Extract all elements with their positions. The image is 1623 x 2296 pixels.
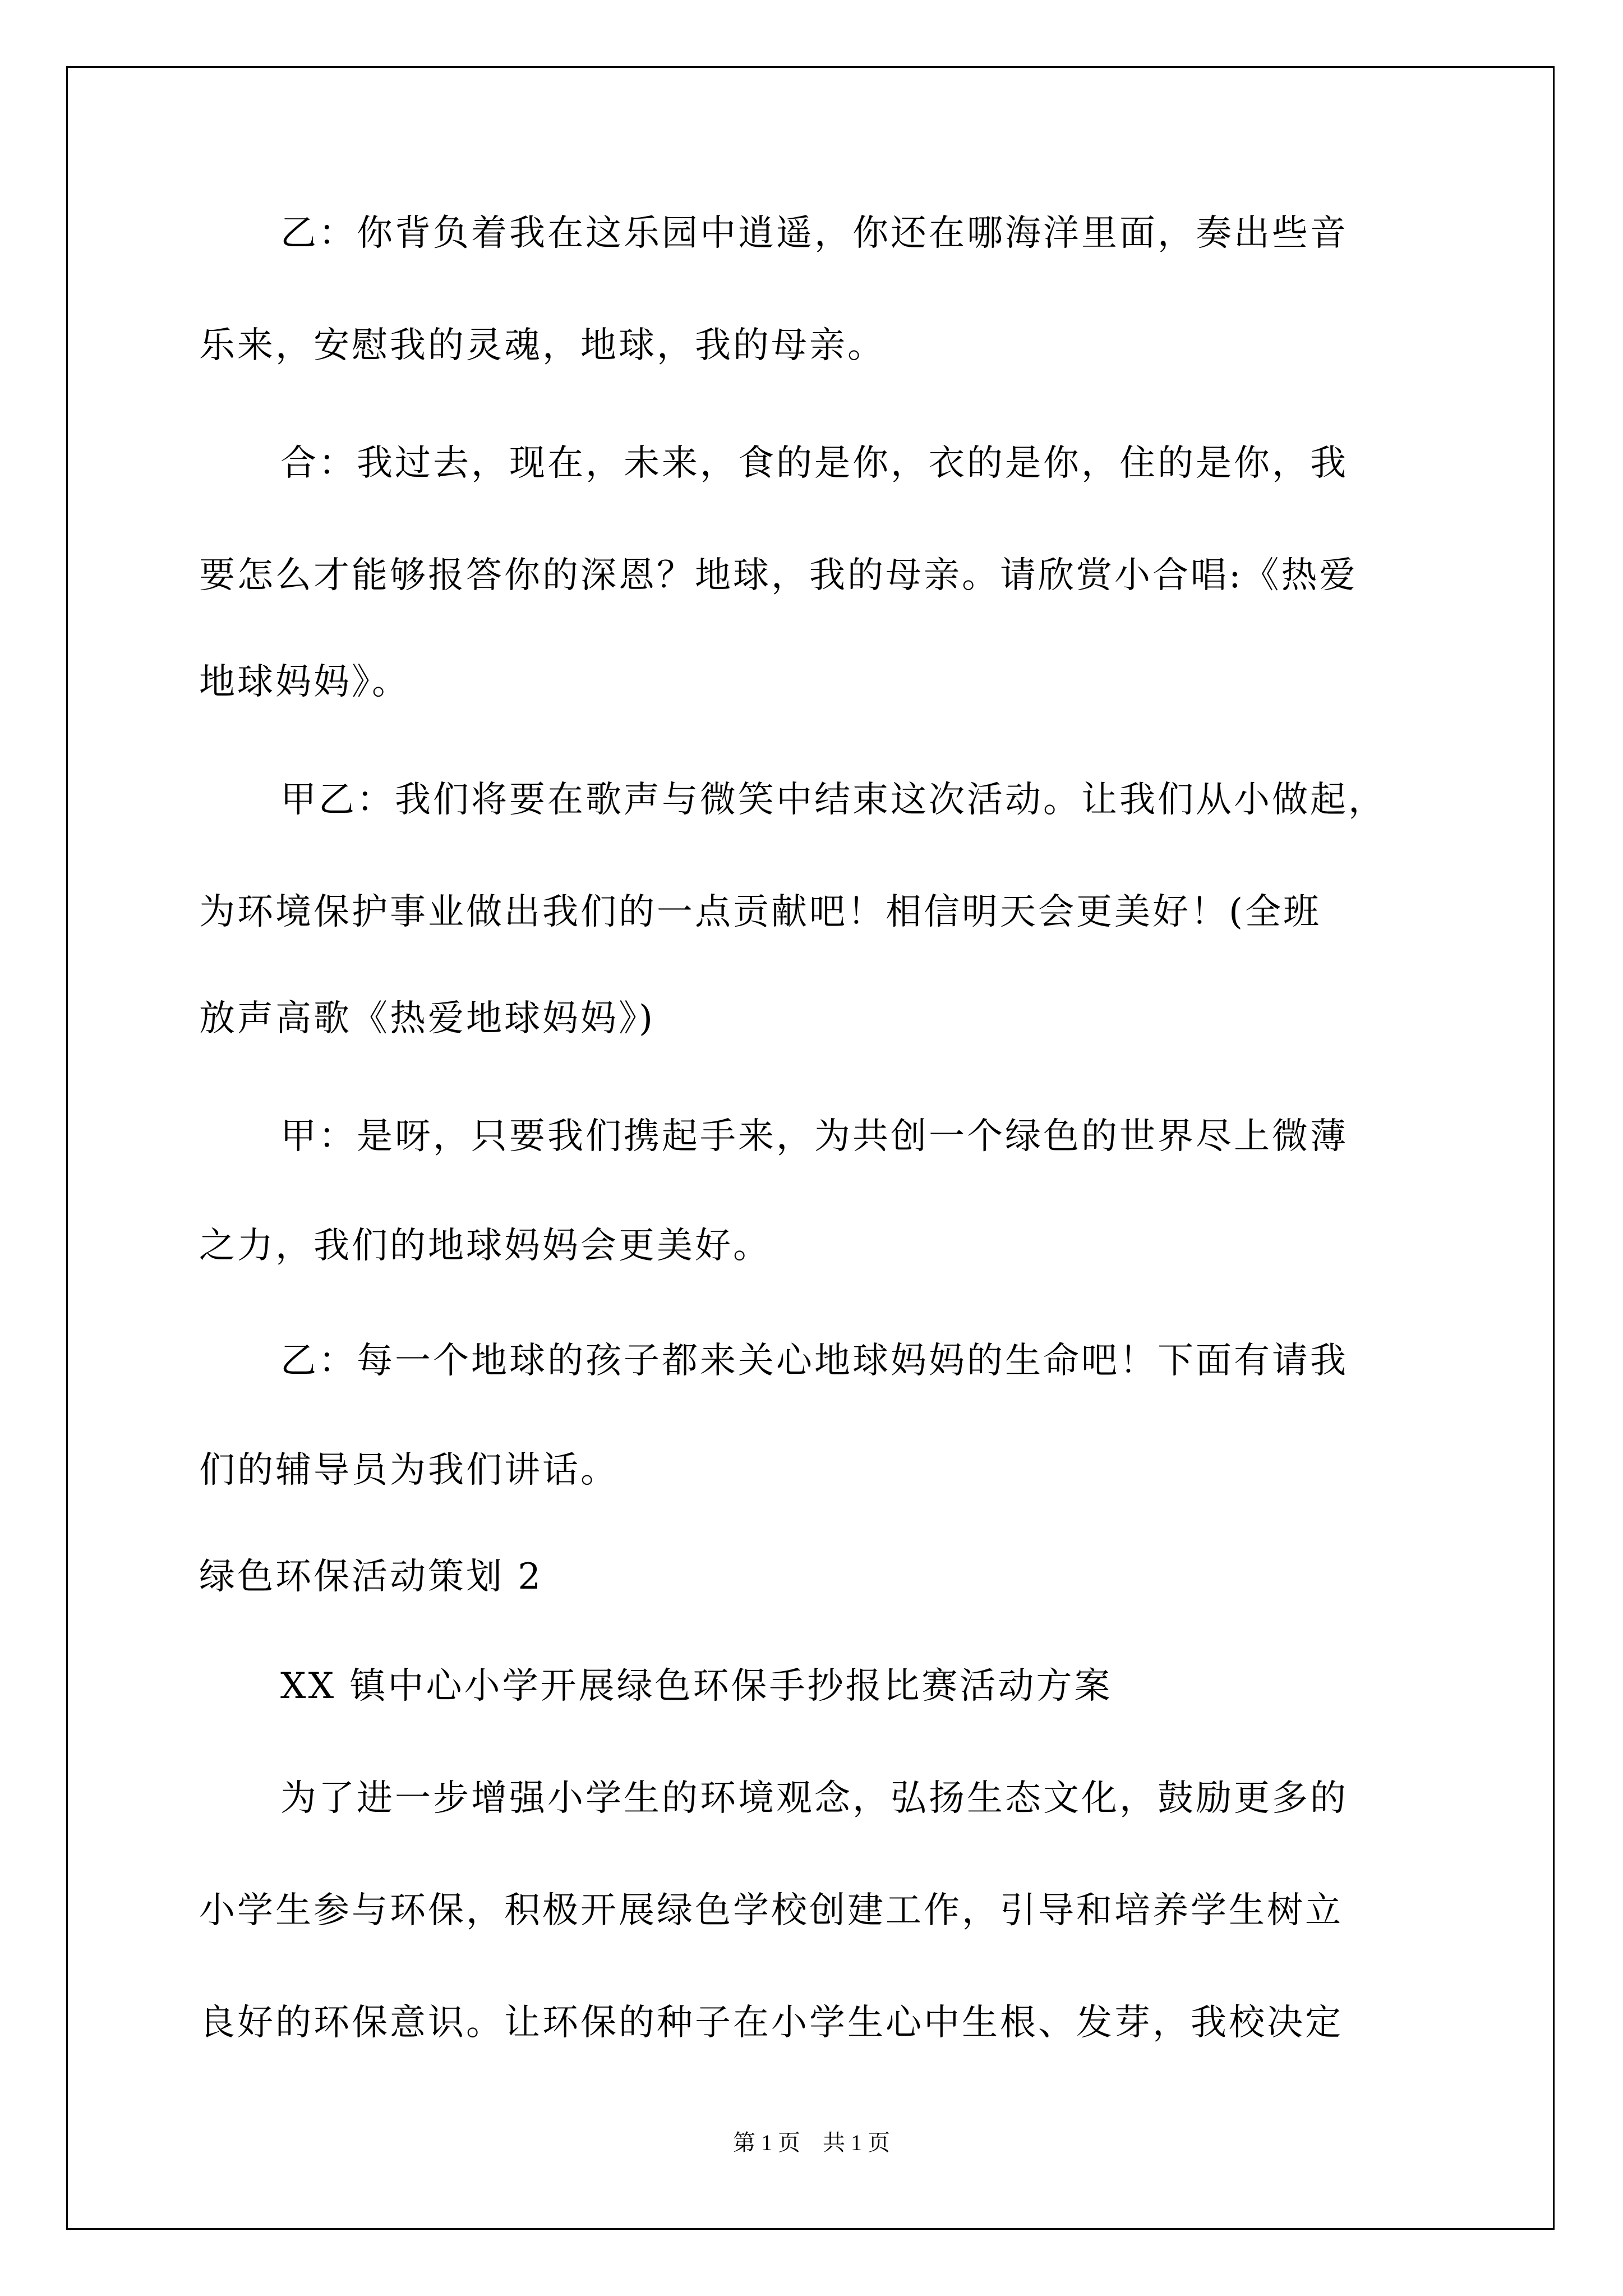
paragraph-line: 们的辅导员为我们讲话。 bbox=[199, 1450, 619, 1491]
paragraph-line: 放声高歌《热爱地球妈妈》) bbox=[199, 998, 655, 1039]
paragraph-line: 甲乙：我们将要在歌声与微笑中结束这次活动。让我们从小做起， bbox=[280, 779, 1386, 821]
paragraph-line: 良好的环保意识。让环保的种子在小学生心中生根、发芽，我校决定 bbox=[199, 2002, 1343, 2044]
paragraph-line: 乙：你背负着我在这乐园中逍遥，你还在哪海洋里面，奏出些音 bbox=[280, 213, 1348, 254]
paragraph-line: 之力，我们的地球妈妈会更美好。 bbox=[199, 1225, 771, 1267]
paragraph-line: 地球妈妈》。 bbox=[199, 661, 410, 703]
subheading: XX 镇中心小学开展绿色环保手抄报比赛活动方案 bbox=[280, 1665, 1113, 1707]
paragraph-line: 甲：是呀，只要我们携起手来，为共创一个绿色的世界尽上微薄 bbox=[280, 1116, 1348, 1157]
paragraph-line: 合：我过去，现在，未来，食的是你，衣的是你，住的是你，我 bbox=[280, 443, 1348, 484]
section-heading: 绿色环保活动策划 2 bbox=[199, 1556, 543, 1598]
paragraph-line: 乙：每一个地球的孩子都来关心地球妈妈的生命吧！下面有请我 bbox=[280, 1340, 1348, 1382]
page-number-footer: 第 1 页 共 1 页 bbox=[733, 2130, 890, 2155]
paragraph-line: 小学生参与环保，积极开展绿色学校创建工作，引导和培养学生树立 bbox=[199, 1890, 1343, 1931]
paragraph-line: 乐来，安慰我的灵魂，地球，我的母亲。 bbox=[199, 325, 886, 366]
paragraph-line: 要怎么才能够报答你的深恩？地球，我的母亲。请欣赏小合唱:《热爱 bbox=[199, 555, 1358, 596]
paragraph-line: 为环境保护事业做出我们的一点贡献吧！相信明天会更美好！(全班 bbox=[199, 891, 1321, 933]
paragraph-line: 为了进一步增强小学生的环境观念，弘扬生态文化，鼓励更多的 bbox=[280, 1778, 1348, 1819]
